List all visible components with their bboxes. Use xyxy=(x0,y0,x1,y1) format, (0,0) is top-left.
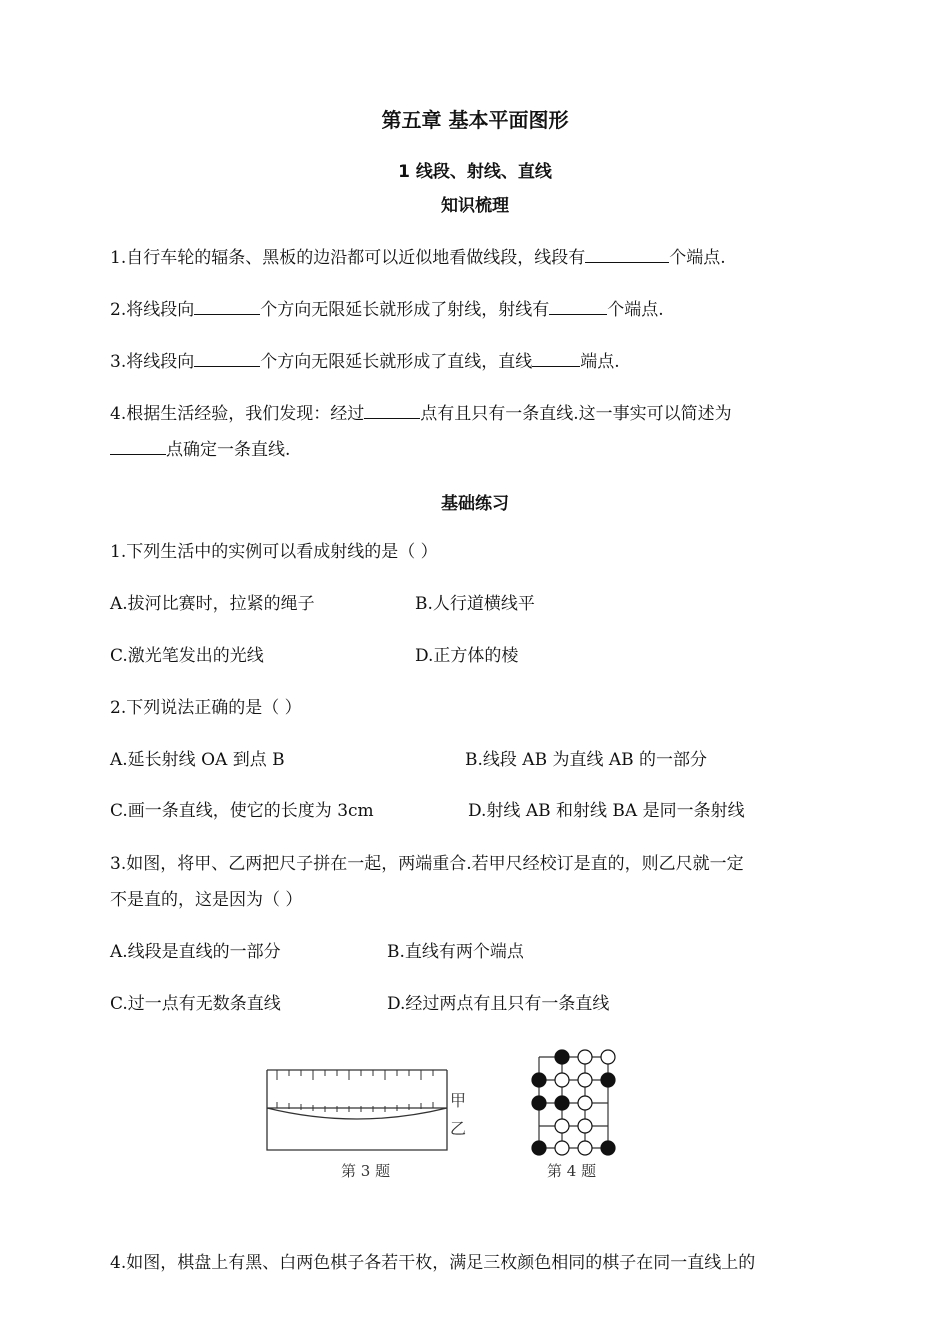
white-stone xyxy=(578,1073,592,1087)
black-stone xyxy=(601,1141,615,1155)
question-4-stem-line1: 4.如图，棋盘上有黑、白两色棋子各若干枚，满足三枚颜色相同的棋子在同一直线上的 xyxy=(110,1253,756,1273)
board-grid xyxy=(539,1057,608,1148)
question-1-option-b[interactable]: B.人行道横线平 xyxy=(415,594,535,614)
answer-blank[interactable] xyxy=(585,244,669,263)
white-stone xyxy=(601,1050,615,1064)
question-2-option-c[interactable]: C.画一条直线，使它的长度为 3cm xyxy=(110,801,374,821)
answer-blank[interactable] xyxy=(110,436,166,455)
white-stone xyxy=(555,1119,569,1133)
black-stone xyxy=(555,1050,569,1064)
question-1-option-a[interactable]: A.拔河比赛时，拉紧的绳子 xyxy=(110,594,315,614)
white-stone xyxy=(578,1119,592,1133)
answer-blank[interactable] xyxy=(549,296,607,315)
black-stone xyxy=(555,1096,569,1110)
figure-3-caption: 第 3 题 xyxy=(341,1162,391,1180)
figure-4-caption: 第 4 题 xyxy=(547,1162,597,1180)
question-3-option-d[interactable]: D.经过两点有且只有一条直线 xyxy=(387,994,610,1014)
question-2-stem: 2.下列说法正确的是（ ） xyxy=(110,698,302,718)
section-title: 1 线段、射线、直线 xyxy=(398,162,552,182)
black-stone xyxy=(532,1141,546,1155)
question-3-option-b[interactable]: B.直线有两个端点 xyxy=(387,942,524,962)
question-2-option-b[interactable]: B.线段 AB 为直线 AB 的一部分 xyxy=(465,750,708,770)
knowledge-item-4: 4.根据生活经验，我们发现：经过 点有且只有一条直线.这一事实可以简述为 xyxy=(110,400,732,426)
answer-blank[interactable] xyxy=(532,348,580,367)
question-1-option-d[interactable]: D.正方体的棱 xyxy=(415,646,519,666)
ruler-yi-curved-edge xyxy=(267,1108,447,1119)
question-1-stem: 1.下列生活中的实例可以看成射线的是（ ） xyxy=(110,542,438,562)
answer-blank[interactable] xyxy=(194,348,260,367)
knowledge-item-1: 1.自行车轮的辐条、黑板的边沿都可以近似地看做线段，线段有 个端点. xyxy=(110,244,726,270)
question-2-option-d[interactable]: D.射线 AB 和射线 BA 是同一条射线 xyxy=(468,801,745,821)
white-stone xyxy=(578,1141,592,1155)
knowledge-heading: 知识梳理 xyxy=(441,196,509,216)
question-3-stem-line2: 不是直的，这是因为（ ） xyxy=(110,890,303,910)
label-jia: 甲 xyxy=(450,1091,467,1110)
figure-4-board xyxy=(528,1048,620,1160)
ruler-yi-outline xyxy=(267,1070,447,1150)
knowledge-item-2: 2.将线段向 个方向无限延长就形成了射线，射线有 个端点. xyxy=(110,296,664,322)
question-3-option-c[interactable]: C.过一点有无数条直线 xyxy=(110,994,281,1014)
practice-heading: 基础练习 xyxy=(441,494,509,514)
white-stone xyxy=(555,1141,569,1155)
figure-3-rulers xyxy=(262,1064,472,1154)
black-stone xyxy=(601,1073,615,1087)
answer-blank[interactable] xyxy=(194,296,260,315)
chapter-title: 第五章 基本平面图形 xyxy=(381,108,569,132)
white-stone xyxy=(578,1096,592,1110)
knowledge-item-3: 3.将线段向 个方向无限延长就形成了直线，直线 端点. xyxy=(110,348,620,374)
answer-blank[interactable] xyxy=(364,400,420,419)
label-yi: 乙 xyxy=(450,1119,467,1138)
question-1-option-c[interactable]: C.激光笔发出的光线 xyxy=(110,646,264,666)
white-stone xyxy=(555,1073,569,1087)
question-3-option-a[interactable]: A.线段是直线的一部分 xyxy=(110,942,281,962)
black-stone xyxy=(532,1073,546,1087)
black-stone xyxy=(532,1096,546,1110)
knowledge-item-4-line2: 点确定一条直线. xyxy=(110,436,290,462)
ruler-ticks xyxy=(277,1070,433,1112)
question-3-stem-line1: 3.如图，将甲、乙两把尺子拼在一起，两端重合.若甲尺经校订是直的，则乙尺就一定 xyxy=(110,854,744,874)
white-stone xyxy=(578,1050,592,1064)
question-2-option-a[interactable]: A.延长射线 OA 到点 B xyxy=(110,750,285,770)
